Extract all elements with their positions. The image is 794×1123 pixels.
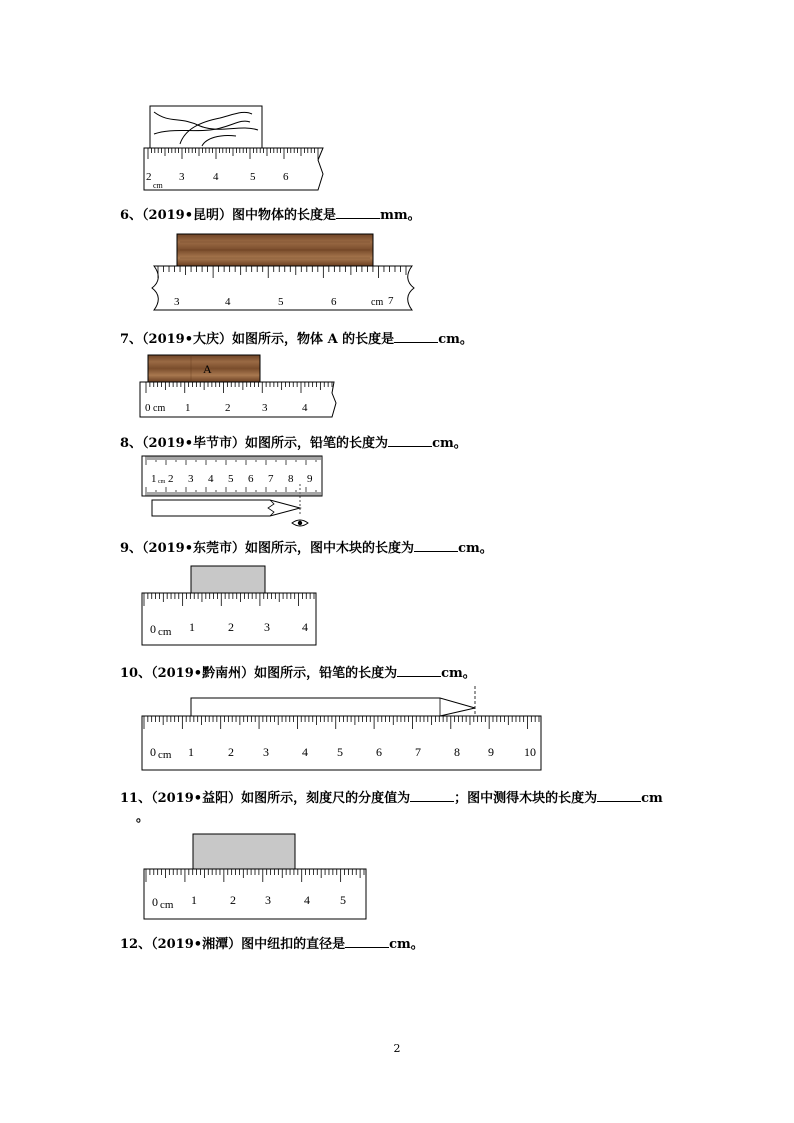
question-11	[120, 787, 663, 806]
tick-label: 3	[265, 893, 271, 907]
question-number: 10、	[120, 666, 152, 681]
question-unit: cm。	[432, 436, 467, 451]
unit-label: cm	[153, 181, 163, 190]
question-9	[120, 537, 493, 556]
tick-label: 1	[188, 745, 194, 759]
question-unit: cm	[641, 791, 663, 806]
tick-label: 2	[225, 402, 231, 414]
tick-label: 4	[302, 620, 308, 634]
question-number: 6、	[120, 208, 143, 223]
tick-label: 4	[225, 296, 231, 308]
question-8	[120, 432, 467, 451]
pencil	[152, 500, 300, 516]
question-number: 9、	[120, 541, 143, 556]
question-11-end	[136, 806, 149, 825]
question-text: 图中纽扣的直径是	[241, 937, 346, 952]
answer-blank[interactable]	[345, 936, 389, 948]
block-label: A	[203, 362, 212, 376]
tick-label: 4	[208, 473, 214, 485]
wood-block	[191, 566, 265, 593]
question-text: 如图所示，刻度尺的分度值为	[241, 791, 411, 806]
question-number: 7、	[120, 332, 143, 347]
question-10	[120, 662, 476, 681]
figure-11-ruler	[140, 832, 370, 922]
tick-label: 0	[152, 895, 158, 909]
pencil	[191, 698, 475, 716]
figure-6-ruler	[140, 232, 420, 314]
tick-label: 6	[248, 473, 254, 485]
figure-7-ruler	[136, 353, 342, 421]
question-12	[120, 933, 424, 952]
tick-label: 5	[337, 745, 343, 759]
eye-icon	[292, 520, 308, 526]
answer-blank[interactable]	[410, 790, 454, 802]
unit-label: cm	[153, 403, 166, 414]
answer-blank[interactable]	[414, 540, 458, 552]
tick-label: 9	[307, 473, 313, 485]
tick-label: 6	[283, 171, 289, 183]
tick-label: 5	[278, 296, 284, 308]
tick-label: 3	[263, 745, 269, 759]
tick-label: 3	[174, 296, 180, 308]
tick-label: 0	[145, 402, 151, 414]
tick-label: 7	[268, 473, 274, 485]
tick-label: 6	[331, 296, 337, 308]
question-text: 如图所示，铅笔的长度为	[245, 436, 389, 451]
question-text: 图中物体的长度是	[232, 208, 337, 223]
tick-label: 2	[230, 893, 236, 907]
tick-label: 0	[150, 745, 156, 759]
unit-label: cm	[158, 626, 172, 638]
question-source: （2019•湘潭）	[151, 937, 242, 952]
tick-label: 3	[264, 620, 270, 634]
tick-label: 0	[150, 622, 156, 636]
figure-10-ruler	[140, 684, 546, 774]
tick-label: 1	[191, 893, 197, 907]
tick-label: 3	[262, 402, 268, 414]
page-number: 2	[393, 1042, 401, 1055]
question-source: （2019•益阳）	[151, 791, 242, 806]
tick-label: 2	[228, 745, 234, 759]
answer-blank[interactable]	[597, 790, 641, 802]
tick-label: 9	[488, 745, 494, 759]
ruler-body	[144, 869, 366, 919]
tick-label: 8	[288, 473, 294, 485]
tick-label: 4	[213, 171, 219, 183]
question-7	[120, 328, 473, 347]
tick-label: 10	[524, 745, 536, 759]
tick-label: 7	[415, 745, 421, 759]
question-text-continued: ；图中测得木块的长度为	[454, 791, 598, 806]
figure-9-ruler	[140, 564, 322, 648]
tick-label: 1	[151, 473, 157, 485]
answer-blank[interactable]	[388, 435, 432, 447]
tick-label: 4	[302, 402, 308, 414]
answer-blank[interactable]	[394, 331, 438, 343]
question-period: 。	[136, 810, 150, 825]
tick-label: 5	[250, 171, 256, 183]
question-source: （2019•大庆）	[142, 332, 233, 347]
unit-label: cm	[160, 899, 174, 911]
question-unit: cm。	[438, 332, 473, 347]
wood-block	[193, 834, 295, 869]
tick-label: 5	[340, 893, 346, 907]
tick-label: 8	[454, 745, 460, 759]
question-number: 8、	[120, 436, 143, 451]
question-unit: cm。	[441, 666, 476, 681]
tick-label: 7	[388, 295, 394, 307]
tick-label: 2	[228, 620, 234, 634]
tick-label: 5	[228, 473, 234, 485]
tick-label: 3	[179, 171, 185, 183]
question-text: 如图所示，图中木块的长度为	[245, 541, 415, 556]
unit-label: cm	[158, 479, 166, 485]
tick-label: 4	[304, 893, 310, 907]
question-text: 如图所示，铅笔的长度为	[254, 666, 398, 681]
question-number: 12、	[120, 937, 152, 952]
tick-label: 6	[376, 745, 382, 759]
tick-label: 2	[146, 171, 152, 183]
figure-top-ruler	[140, 104, 330, 194]
answer-blank[interactable]	[336, 207, 380, 219]
question-source: （2019•昆明）	[142, 208, 233, 223]
tick-label: 4	[302, 745, 308, 759]
question-number: 11、	[120, 791, 152, 806]
tick-label: 2	[168, 473, 174, 485]
tick-label: 3	[188, 473, 194, 485]
question-unit: cm。	[458, 541, 493, 556]
figure-8-ruler	[140, 454, 328, 530]
question-source: （2019•东莞市）	[142, 541, 246, 556]
question-6	[120, 204, 421, 223]
question-source: （2019•毕节市）	[142, 436, 246, 451]
question-source: （2019•黔南州）	[151, 666, 255, 681]
answer-blank[interactable]	[397, 665, 441, 677]
tick-label: 1	[189, 620, 195, 634]
question-unit: mm。	[380, 208, 421, 223]
question-text: 如图所示，物体 A 的长度是	[232, 332, 395, 347]
tick-label: 1	[185, 402, 191, 414]
unit-label: cm	[158, 749, 172, 761]
question-unit: cm。	[389, 937, 424, 952]
ruler-body	[144, 148, 323, 190]
unit-label: cm	[371, 297, 384, 308]
